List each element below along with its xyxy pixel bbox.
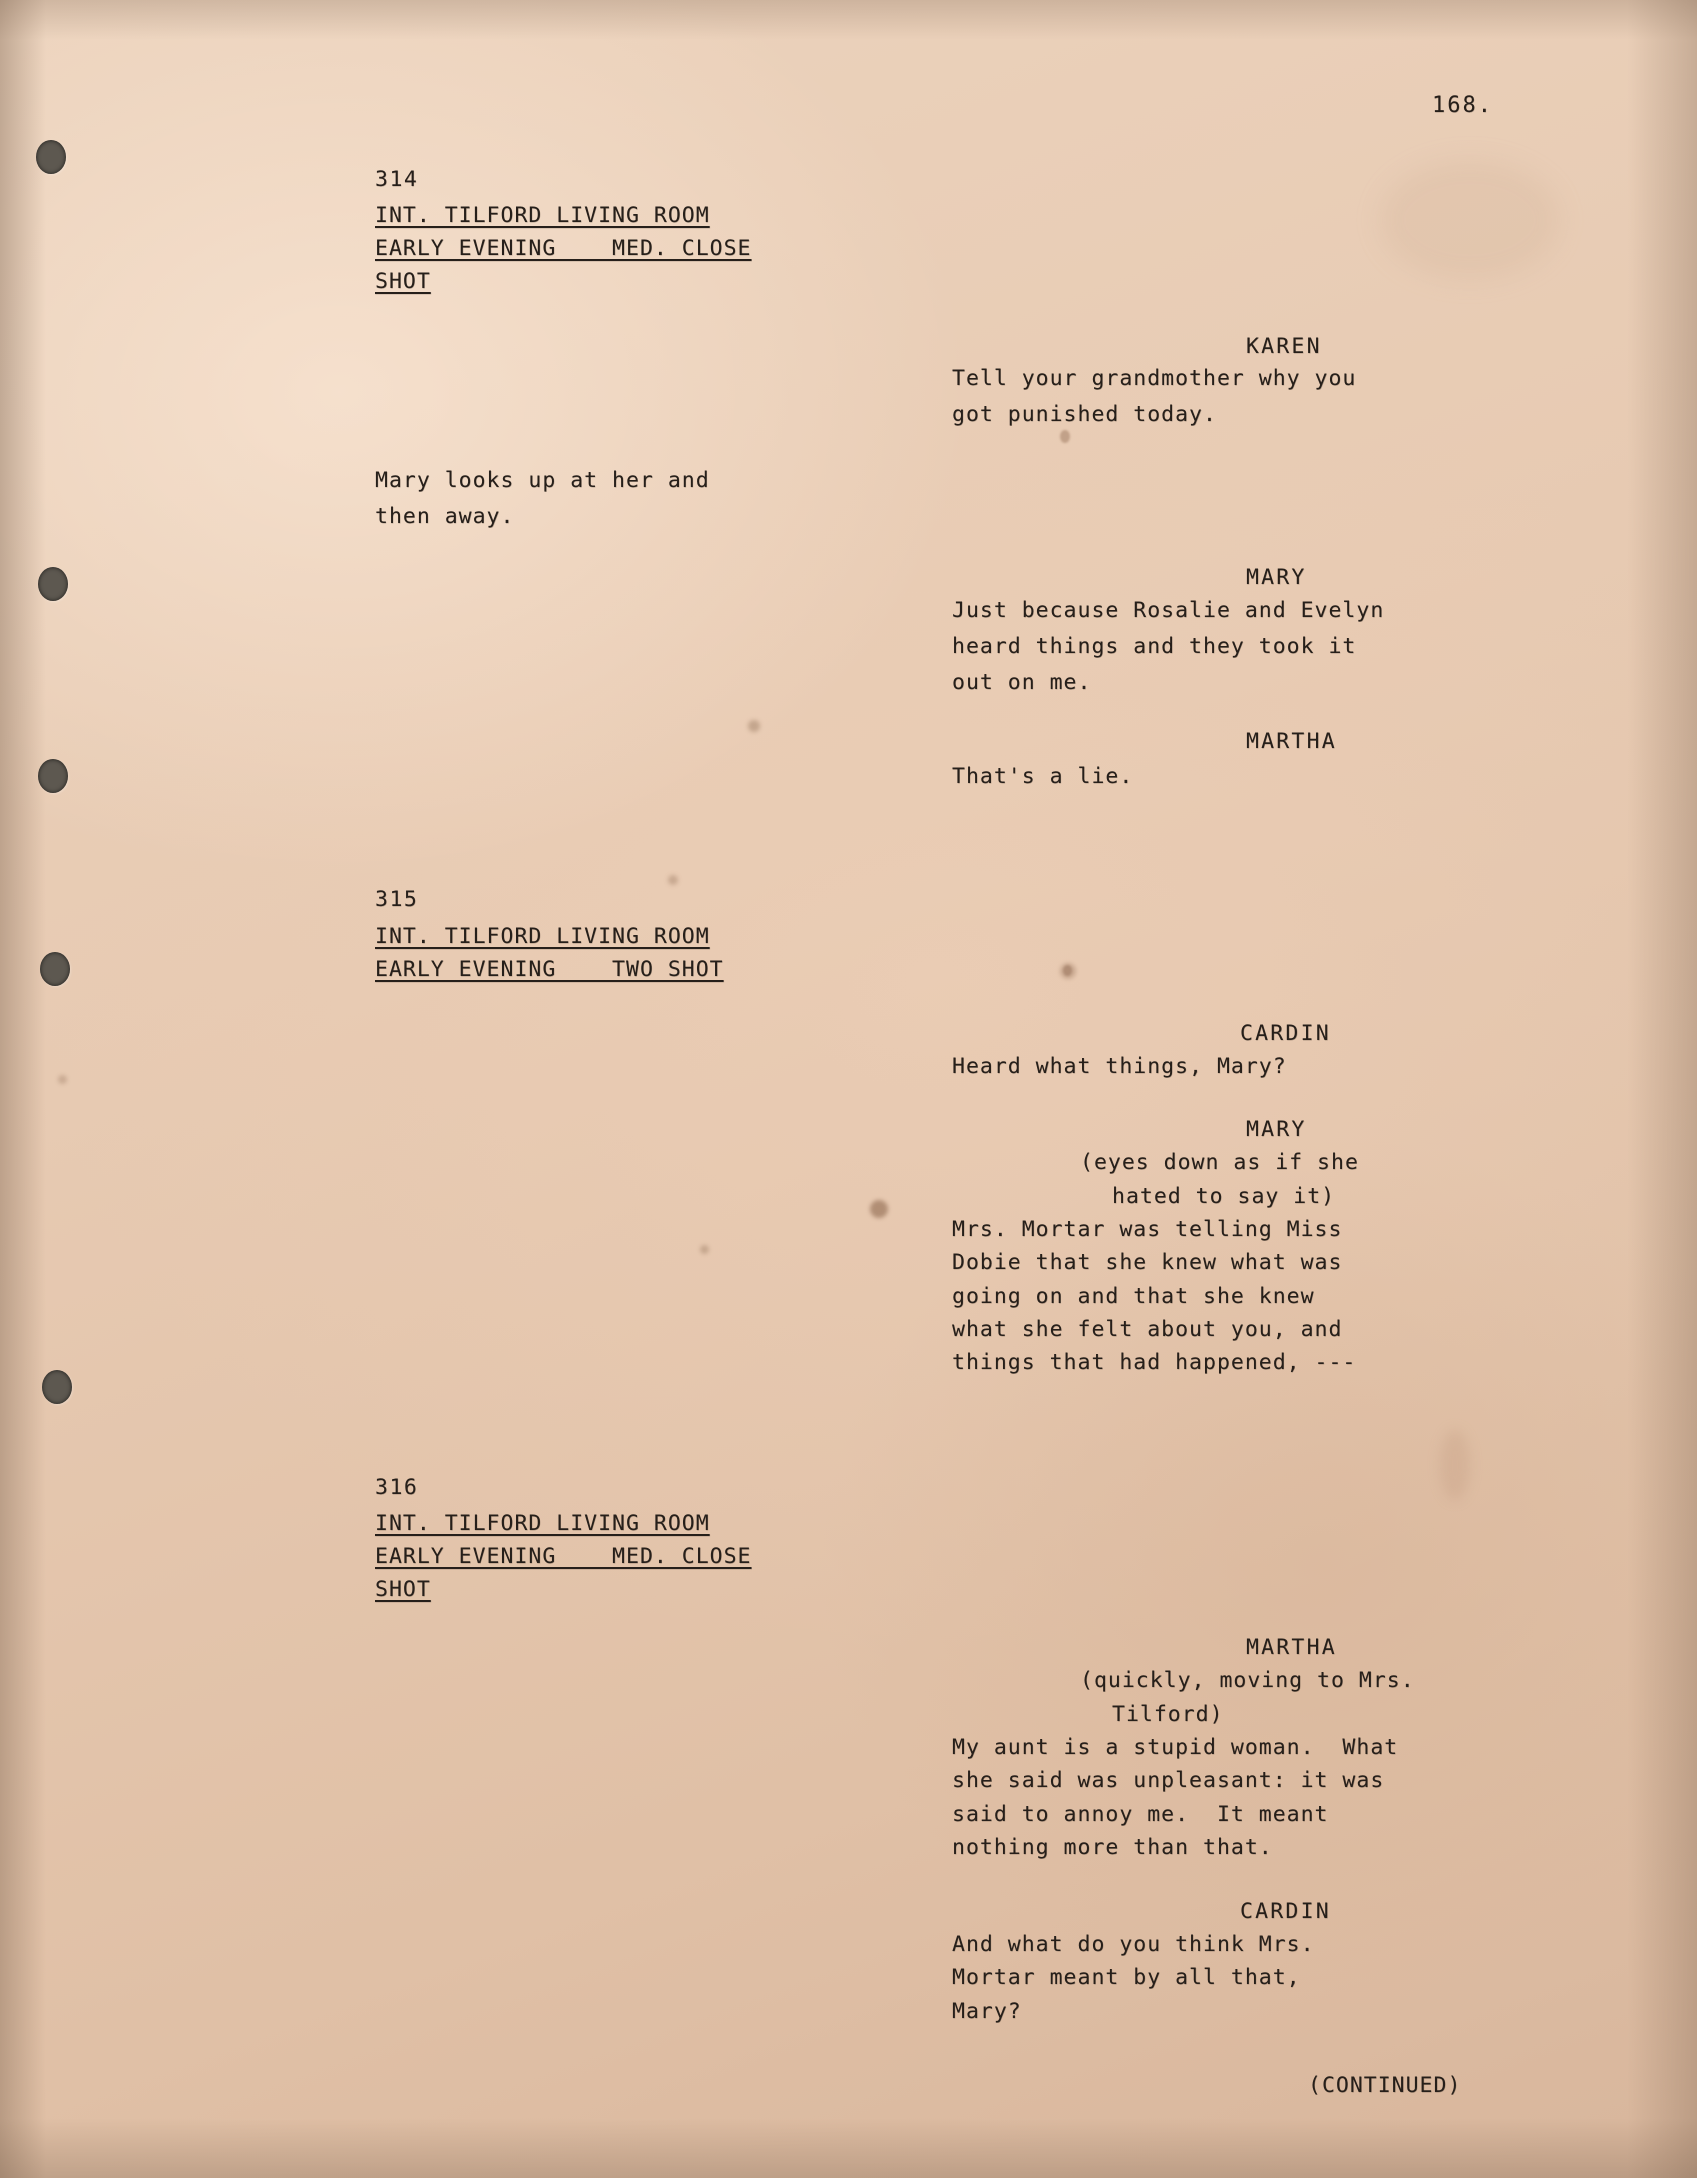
slug-line: INT. TILFORD LIVING ROOM [375, 203, 710, 228]
dialogue-line: got punished today. [952, 402, 1217, 427]
paper-stain [1060, 430, 1070, 443]
continued-label: (CONTINUED) [1308, 2073, 1462, 2098]
dialogue-line: what she felt about you, and [952, 1317, 1343, 1342]
paper-stain [1440, 1430, 1470, 1500]
dialogue-line: Heard what things, Mary? [952, 1054, 1287, 1079]
punch-hole [42, 1370, 72, 1404]
slug-line: EARLY EVENING MED. CLOSE [375, 1544, 752, 1569]
dialogue-line: Mary? [952, 1999, 1022, 2024]
dialogue-line: Mortar meant by all that, [952, 1965, 1301, 1990]
dialogue-line: heard things and they took it [952, 634, 1357, 659]
scene-number-314: 314 [375, 167, 419, 192]
paper-stain [1060, 963, 1076, 979]
paper-edge-right [1627, 0, 1697, 2178]
slug-line: INT. TILFORD LIVING ROOM [375, 1511, 710, 1536]
scene-number-315: 315 [375, 887, 419, 912]
paper-stain [1380, 160, 1560, 280]
scene-number-316: 316 [375, 1475, 419, 1500]
paper-stain [870, 1200, 888, 1218]
paper-stain [748, 720, 760, 732]
paper-edge-top [0, 0, 1697, 40]
punch-hole [36, 140, 66, 174]
action-line: then away. [375, 504, 515, 529]
slug-line: INT. TILFORD LIVING ROOM [375, 924, 710, 949]
dialogue-line: Mrs. Mortar was telling Miss [952, 1217, 1343, 1242]
paper-stain [668, 875, 678, 885]
dialogue-line: things that had happened, --- [952, 1350, 1357, 1375]
dialogue-line: out on me. [952, 670, 1092, 695]
dialogue-line: said to annoy me. It meant [952, 1802, 1329, 1827]
slug-line: EARLY EVENING TWO SHOT [375, 957, 724, 982]
dialogue-line: nothing more than that. [952, 1835, 1273, 1860]
character-cue-karen: KAREN [1246, 334, 1322, 359]
dialogue-line: And what do you think Mrs. [952, 1932, 1315, 1957]
slug-line: SHOT [375, 269, 431, 294]
character-cue-cardin: CARDIN [1240, 1021, 1331, 1046]
punch-hole [40, 952, 70, 986]
dialogue-line: That's a lie. [952, 764, 1134, 789]
parenthetical-line: (quickly, moving to Mrs. [1080, 1668, 1415, 1693]
dialogue-line: Tell your grandmother why you [952, 366, 1357, 391]
punch-hole [38, 759, 68, 793]
dialogue-line: she said was unpleasant: it was [952, 1768, 1385, 1793]
character-cue-martha: MARTHA [1246, 1635, 1337, 1660]
parenthetical-line: Tilford) [1112, 1702, 1224, 1727]
page-number: 168. [1432, 93, 1493, 118]
character-cue-mary: MARY [1246, 1117, 1307, 1142]
parenthetical-line: (eyes down as if she [1080, 1150, 1359, 1175]
paper-stain [58, 1075, 67, 1084]
dialogue-line: Just because Rosalie and Evelyn [952, 598, 1385, 623]
punch-hole [38, 567, 68, 601]
paper-edge-left [0, 0, 46, 2178]
slug-line: EARLY EVENING MED. CLOSE [375, 236, 752, 261]
character-cue-mary: MARY [1246, 565, 1307, 590]
dialogue-line: going on and that she knew [952, 1284, 1315, 1309]
paper-edge-bottom [0, 2118, 1697, 2178]
dialogue-line: My aunt is a stupid woman. What [952, 1735, 1399, 1760]
action-line: Mary looks up at her and [375, 468, 710, 493]
character-cue-martha: MARTHA [1246, 729, 1337, 754]
paper-stain [700, 1245, 709, 1254]
character-cue-cardin: CARDIN [1240, 1899, 1331, 1924]
parenthetical-line: hated to say it) [1112, 1184, 1336, 1209]
paper-stain [1063, 965, 1072, 976]
slug-line: SHOT [375, 1577, 431, 1602]
dialogue-line: Dobie that she knew what was [952, 1250, 1343, 1275]
